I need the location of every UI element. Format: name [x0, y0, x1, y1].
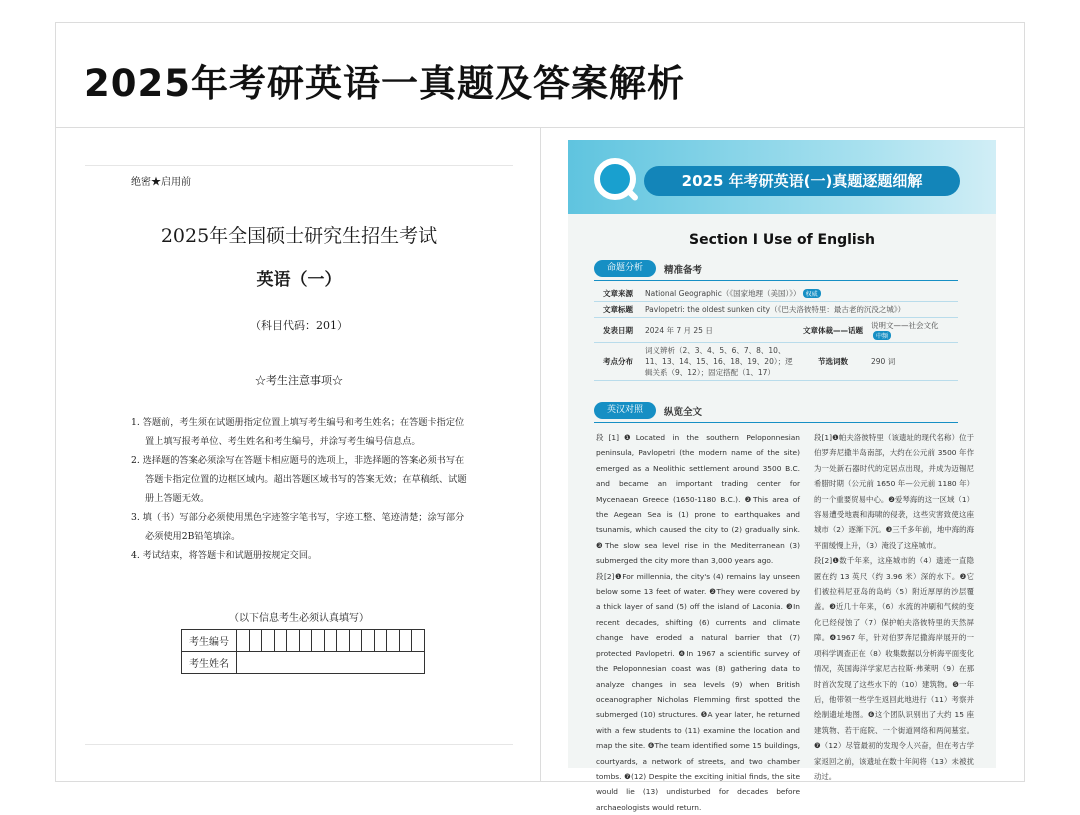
source-value: National Geographic（《国家地理（美国）》） — [645, 289, 801, 298]
analysis-page-image[interactable] — [568, 140, 996, 812]
points-label: 考点分布 — [594, 343, 642, 381]
chinese-paragraph: 段[1]❶帕夫洛彼特里（该遗址的现代名称）位于伯罗奔尼撒半岛南部，大约在公元前 3500 年作为一处新石器时代的定居点出现，并成为迈锡尼希腊时期（公元前 1650 年—公元前 1180 年）的一个重要贸易中心。❷爱琴海的这一区域（1）容易遭受地震和海啸的侵袭，这些灾害致使这座城市（2）逐渐下沉。❸三千多年前，地中海的海平面缓慢上升，（3）淹没了这座城市。 — [814, 433, 974, 550]
number-box — [349, 630, 362, 652]
notice-item: 1. 答题前，考生须在试题册指定位置上填写考生编号和考生姓名；在答题卡指定位置上填写报考单位、考生姓名和考生编号，并涂写考生编号信息点。 — [131, 417, 465, 447]
genre-pill: 中频 — [873, 331, 891, 340]
tag-subtitle: 精准备考 — [664, 265, 703, 276]
number-box — [324, 630, 337, 652]
number-box — [412, 630, 425, 652]
subject-code: （科目代码：201） — [250, 319, 348, 332]
genre-value: 说明文——社会文化 — [871, 321, 939, 330]
candidate-name-label: 考生姓名 — [182, 652, 237, 674]
number-box — [312, 630, 325, 652]
magnifier-handle-icon — [626, 188, 639, 201]
exam-subject: 英语（一） — [256, 270, 342, 290]
analysis-banner — [568, 140, 996, 214]
count-value: 290 词 — [868, 343, 958, 381]
page-title: 2025年考研英语一真题及答案解析 — [84, 62, 685, 105]
number-box — [387, 630, 400, 652]
number-box — [287, 630, 300, 652]
source-pill: 权威 — [803, 289, 821, 298]
date-label: 发表日期 — [594, 318, 642, 343]
english-paragraph: 段[2]❶For millennia, the city's (4) remains lay unseen below some 13 feet of water. ❷They were covered by a thick layer of sand (5) off the island of Laconia. ❸In recent decades, shifting (6) currents and climate change have eroded a natural barrier that (7) protected Pavlopetri. ❹In 1967 a scientific survey of the Peloponnesian coast was (8) gathering data to analyze changes in sea levels (9) when British oceanographer Nicholas Flemming first spotted the submerged (10) structures. ❺A year later, he returned with a few students to (11) examine the location and map the site. ❻The team identified some 15 buildings, courtyards, a network of streets, and two chamber tombs. ❼(12) Despite the exciting initial finds, the site would lie (13) undisturbed for decades before archaeologists would return. — [596, 571, 800, 812]
number-box — [399, 630, 412, 652]
tag-bilingual: 英汉对照 — [594, 402, 656, 419]
article-info-table — [594, 286, 958, 381]
section-heading: Section Ⅰ Use of English — [688, 232, 875, 248]
number-box — [337, 630, 350, 652]
exam-title: 2025年全国硕士研究生招生考试 — [160, 225, 438, 247]
notice-title: ☆考生注意事项☆ — [255, 374, 343, 387]
candidate-number-label: 考生编号 — [182, 630, 237, 652]
title-value: Pavlopetri: the oldest sunken city（《巴夫洛彼特里：最古老的沉没之城》） — [642, 302, 958, 318]
number-box — [237, 630, 250, 652]
number-box — [262, 630, 275, 652]
tag-subtitle: 纵览全文 — [664, 407, 703, 418]
english-text-column — [596, 430, 800, 815]
number-box — [362, 630, 375, 652]
chinese-text-column — [814, 430, 974, 784]
source-label: 文章来源 — [594, 286, 642, 302]
notice-item: 2. 选择题的答案必须涂写在答题卡相应题号的选项上，非选择题的答案必须书写在答题卡指定位置的边框区域内。超出答题区域书写的答案无效；在草稿纸、试题册上答题无效。 — [131, 455, 467, 504]
genre-cell — [868, 318, 958, 343]
tag-proposition-analysis: 命题分析 — [594, 260, 656, 277]
notice-list — [131, 413, 469, 565]
banner-title: 2025 年考研英语(一)真题逐题细解 — [644, 166, 960, 196]
count-label: 节选词数 — [798, 343, 868, 381]
date-value: 2024 年 7 月 25 日 — [642, 318, 798, 343]
source-cell — [642, 286, 958, 302]
number-box — [249, 630, 262, 652]
genre-label: 文章体裁——话题 — [798, 318, 868, 343]
candidate-info-table — [181, 629, 425, 674]
number-box — [274, 630, 287, 652]
chinese-paragraph: 段[2]❶数千年来，这座城市的（4）遗迹一直隐匿在约 13 英尺（约 3.96 米）深的水下。❷它们被拉科尼亚岛的岛屿（5）附近厚厚的沙层覆盖。❸近几十年来，（6）水流的冲刷和气候的变化已经侵蚀了（7）保护帕夫洛彼特里的天然屏障。❹1967 年，针对伯罗奔尼撒海岸展开的一项科学调查正在（8）收集数据以分析海平面变化情况，英国海洋学家尼古拉斯·弗莱明（9）在那时首次发现了这些水下的（10）建筑物。❺一年后，他带领一些学生返回此地进行（11）考察并绘制遗址地图。❻这个团队识别出了大约 15 座建筑物、若干庭院、一个街道网络和两间墓室。❼（12）尽管最初的发现令人兴奋，但在考古学家返回之前，该遗址在数十年间将（13）未被扰动过。 — [814, 556, 974, 781]
tag-underline — [594, 280, 958, 281]
number-box — [299, 630, 312, 652]
number-box — [374, 630, 387, 652]
title-bar — [55, 22, 1025, 128]
notice-item: 4. 考试结束，将答题卡和试题册按规定交回。 — [131, 550, 318, 561]
points-value: 词义辨析（2、3、4、5、6、7、8、10、11、13、14、15、16、18、19、20）；逻辑关系（9、12）；固定搭配（1、17） — [642, 343, 798, 381]
secret-mark: 绝密★启用前 — [131, 177, 191, 188]
title-label: 文章标题 — [594, 302, 642, 318]
tag-underline — [594, 422, 958, 423]
english-paragraph: 段[1]❶Located in the southern Peloponnesian peninsula, Pavlopetri (the modern name of the site) emerged as a Neolithic settlement around 3500 B.C. and became an important trading center for Mycenaean Greece (1650-1180 B.C.). ❷This area of the Aegean Sea is (1) prone to earthquakes and tsunamis, which caused the city to (2) gradually sink. ❸The slow sea level rise in the Mediterranean (3) submerged the city more than 3,000 years ago. — [596, 433, 800, 566]
notice-item: 3. 填（书）写部分必须使用黑色字迹签字笔书写，字迹工整、笔迹清楚；涂写部分必须使用2B铅笔填涂。 — [131, 512, 465, 542]
page-top-rule — [85, 165, 513, 166]
candidate-name-box — [237, 652, 425, 674]
exam-cover-image[interactable] — [85, 165, 513, 745]
fill-hint: （以下信息考生必须认真填写） — [229, 613, 369, 624]
page-bottom-rule — [85, 744, 513, 745]
column-divider — [540, 128, 541, 782]
